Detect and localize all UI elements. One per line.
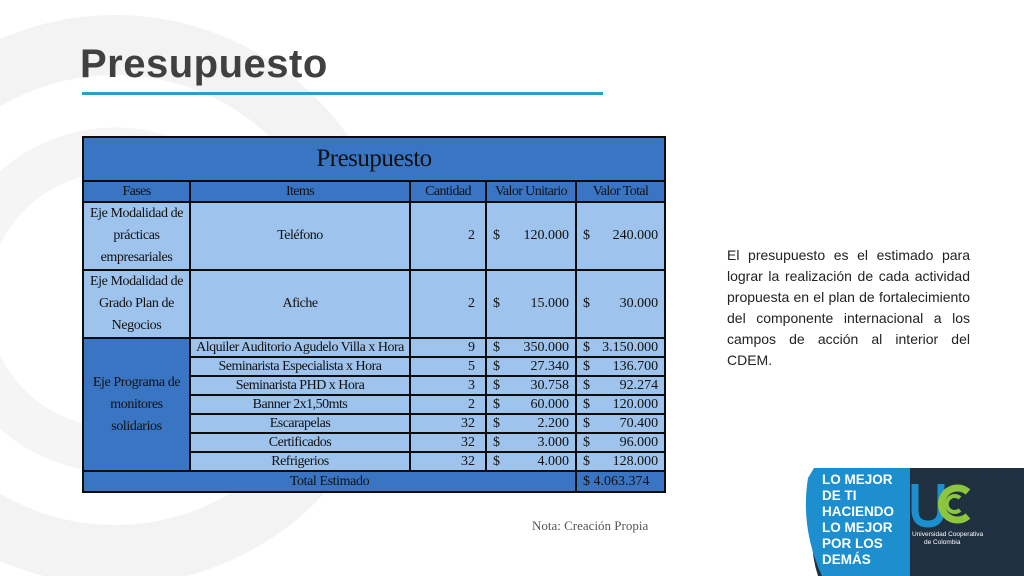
col-header-valor-total: Valor Total [576,181,665,202]
currency-symbol: $ [493,396,500,412]
amount: 4.000 [537,453,569,469]
unit-value-cell [486,357,576,376]
qty-cell: 2 [410,270,486,338]
amount: 136.700 [612,358,659,374]
table-header-row [83,181,665,202]
currency-symbol: $ [583,377,590,393]
currency-symbol: $ [583,296,590,311]
item-cell: Alquiler Auditorio Agudelo Villa x Hora [190,338,410,357]
amount: 92.274 [619,377,659,393]
slogan-line-3: HACIENDO [822,504,895,519]
unit-value-cell [486,270,576,338]
amount: 15.000 [530,296,569,311]
total-value-cell [576,270,665,338]
amount: 240.000 [612,228,659,243]
description-text: El presupuesto es el estimado para lograr la realización de cada actividad propuesta en el plan de fortalecimiento del componente internacional a los campos de acción al interior del CDEM. [727,247,970,368]
amount: 350.000 [523,339,569,355]
slogan-line-2: DE TI [822,488,857,503]
total-value-cell [576,395,665,414]
table-note: Nota: Creación Propia [532,518,649,533]
total-label: Total Estimado [83,471,576,492]
university-name-line-1: Universidad Cooperativa [912,531,984,538]
budget-table-container [82,136,664,513]
unit-value-cell [486,452,576,471]
budget-table [82,136,666,493]
col-header-fases: Fases [83,181,190,202]
currency-symbol: $ [583,453,590,469]
currency-symbol: $ [583,415,590,431]
currency-symbol: $ [493,453,500,469]
slogan-line-6: DEMÁS [822,552,871,567]
total-value-cell [576,357,665,376]
currency-symbol: $ [583,228,590,243]
slogan-line-4: LO MEJOR [822,520,893,535]
qty-cell: 32 [410,414,486,433]
qty-cell: 5 [410,357,486,376]
amount: 120.000 [612,396,659,412]
university-logo [800,468,1024,576]
item-cell: Seminarista Especialista x Hora [190,357,410,376]
item-cell: Seminarista PHD x Hora [190,376,410,395]
title-underline [82,92,603,95]
table-title: Presupuesto [83,137,665,181]
currency-symbol: $ [583,434,590,450]
slogan-line-1: LO MEJOR [822,472,893,487]
amount: 30.758 [530,377,569,393]
table-row [83,338,665,357]
currency-symbol: $ [493,434,500,450]
currency-symbol: $ [493,339,500,355]
total-value-cell [576,338,665,357]
currency-symbol: $ [583,358,590,374]
amount: 70.400 [619,415,659,431]
currency-symbol: $ [583,396,590,412]
unit-value-cell [486,338,576,357]
qty-cell: 9 [410,338,486,357]
amount: 60.000 [530,396,569,412]
currency-symbol: $ [493,415,500,431]
amount: 120.000 [523,228,569,243]
fase-cell: Eje Modalidad de Grado Plan de Negocios [83,270,190,338]
qty-cell: 2 [410,202,486,270]
fase-cell: Eje Programa de monitores solidarios [83,338,190,471]
total-value: $ 4.063.374 [576,471,665,492]
col-header-valor-unitario: Valor Unitario [486,181,576,202]
unit-value-cell [486,433,576,452]
table-row [83,270,665,338]
item-cell: Afiche [190,270,410,338]
amount: 2.200 [537,415,569,431]
page-title: Presupuesto [80,42,328,86]
amount: 3.150.000 [602,339,659,355]
unit-value-cell [486,376,576,395]
unit-value-cell [486,414,576,433]
unit-value-cell [486,395,576,414]
total-value-cell [576,414,665,433]
currency-symbol: $ [493,228,500,243]
amount: 30.000 [619,296,659,311]
currency-symbol: $ [493,296,500,311]
amount: 96.000 [619,434,659,450]
item-cell: Teléfono [190,202,410,270]
unit-value-cell [486,202,576,270]
total-value-cell [576,452,665,471]
qty-cell: 32 [410,433,486,452]
item-cell: Escarapelas [190,414,410,433]
amount: 3.000 [537,434,569,450]
qty-cell: 2 [410,395,486,414]
col-header-cantidad: Cantidad [410,181,486,202]
table-row [83,202,665,270]
currency-symbol: $ [493,358,500,374]
total-value-cell [576,202,665,270]
col-header-items: Items [190,181,410,202]
item-cell: Certificados [190,433,410,452]
amount: 128.000 [612,453,659,469]
amount: 27.340 [530,358,569,374]
item-cell: Refrigerios [190,452,410,471]
total-row [83,471,665,492]
currency-symbol: $ [493,377,500,393]
slogan-line-5: POR LOS [822,536,883,551]
fase-cell: Eje Modalidad de prácticas empresariales [83,202,190,270]
qty-cell: 3 [410,376,486,395]
item-cell: Banner 2x1,50mts [190,395,410,414]
university-name-line-2: de Colombia [924,539,961,546]
total-value-cell [576,376,665,395]
currency-symbol: $ [583,339,590,355]
total-value-cell [576,433,665,452]
qty-cell: 32 [410,452,486,471]
